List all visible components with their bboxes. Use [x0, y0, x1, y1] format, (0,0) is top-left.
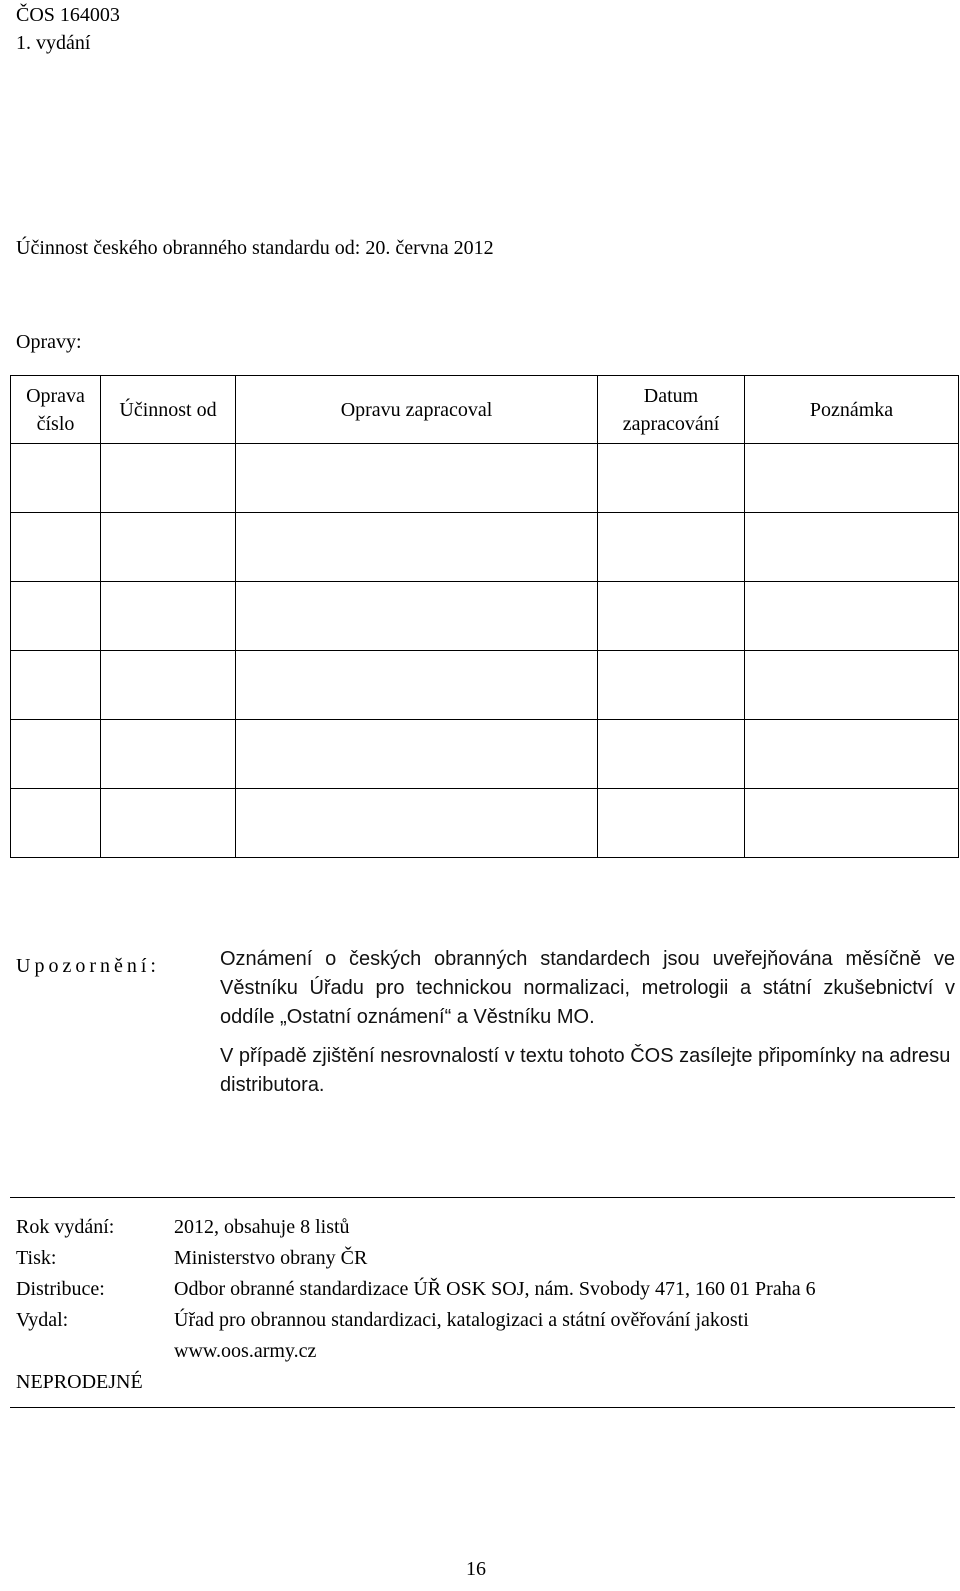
- table-cell: [101, 582, 236, 651]
- table-cell: [101, 789, 236, 858]
- not-for-sale: NEPRODEJNÉ: [16, 1371, 143, 1393]
- corrections-label: Opravy:: [16, 331, 82, 353]
- table-cell: [11, 444, 101, 513]
- table-cell: [745, 789, 959, 858]
- table-cell: [236, 444, 598, 513]
- header-processed-date: Datum zapracování: [598, 376, 745, 444]
- table-row: [11, 444, 959, 513]
- publisher-label: Vydal:: [16, 1309, 69, 1331]
- table-cell: [101, 720, 236, 789]
- table-cell: [745, 444, 959, 513]
- table-cell: [236, 582, 598, 651]
- corrections-header-row: [11, 376, 959, 444]
- table-row: [11, 582, 959, 651]
- table-cell: [598, 789, 745, 858]
- year-label: Rok vydání:: [16, 1216, 115, 1238]
- standard-number: ČOS 164003: [16, 4, 120, 26]
- table-row: [11, 651, 959, 720]
- table-cell: [598, 513, 745, 582]
- notice-text: [220, 945, 955, 1110]
- table-cell: [11, 582, 101, 651]
- header-note: Poznámka: [745, 376, 959, 444]
- distribution-label: Distribuce:: [16, 1278, 105, 1300]
- table-cell: [101, 513, 236, 582]
- table-cell: [236, 513, 598, 582]
- table-cell: [745, 720, 959, 789]
- table-row: [11, 513, 959, 582]
- table-cell: [11, 651, 101, 720]
- table-cell: [598, 651, 745, 720]
- corrections-table: [10, 375, 959, 858]
- website-link[interactable]: www.oos.army.cz: [174, 1340, 317, 1362]
- table-cell: [101, 444, 236, 513]
- table-cell: [745, 582, 959, 651]
- distribution-value: Odbor obranné standardizace ÚŘ OSK SOJ, nám. Svobody 471, 160 01 Praha 6: [174, 1278, 816, 1300]
- table-cell: [598, 720, 745, 789]
- table-cell: [236, 651, 598, 720]
- print-label: Tisk:: [16, 1247, 57, 1269]
- edition: 1. vydání: [16, 32, 91, 54]
- year-value: 2012, obsahuje 8 listů: [174, 1216, 350, 1238]
- header-correction-number: Oprava číslo: [11, 376, 101, 444]
- print-value: Ministerstvo obrany ČR: [174, 1247, 368, 1269]
- imprint-top-rule: [10, 1197, 955, 1198]
- table-cell: [598, 444, 745, 513]
- notice-label: Upozornění:: [16, 955, 160, 977]
- table-cell: [11, 513, 101, 582]
- page-number: 16: [466, 1558, 486, 1580]
- table-cell: [598, 582, 745, 651]
- table-row: [11, 789, 959, 858]
- header-processed-by: Opravu zapracoval: [236, 376, 598, 444]
- notice-paragraph: V případě zjištění nesrovnalostí v textu tohoto ČOS zasílejte připomínky na adresu distributora.: [220, 1045, 951, 1096]
- table-cell: [236, 720, 598, 789]
- table-cell: [745, 651, 959, 720]
- effectivity-date: Účinnost českého obranného standardu od: 20. června 2012: [16, 237, 494, 259]
- header-effective-from: Účinnost od: [101, 376, 236, 444]
- table-cell: [236, 789, 598, 858]
- table-cell: [11, 789, 101, 858]
- table-cell: [745, 513, 959, 582]
- imprint-bottom-rule: [10, 1407, 955, 1408]
- table-row: [11, 720, 959, 789]
- table-cell: [101, 651, 236, 720]
- table-cell: [11, 720, 101, 789]
- publisher-value: Úřad pro obrannou standardizaci, katalogizaci a státní ověřování jakosti: [174, 1309, 749, 1331]
- notice-paragraph: Oznámení o českých obranných standardech jsou uveřejňována měsíčně ve Věstníku Úřadu pro technickou normalizaci, metrologii a státní zkušebnictví v oddíle „Ostatní oznámení“ a Věstníku MO.: [220, 948, 955, 1028]
